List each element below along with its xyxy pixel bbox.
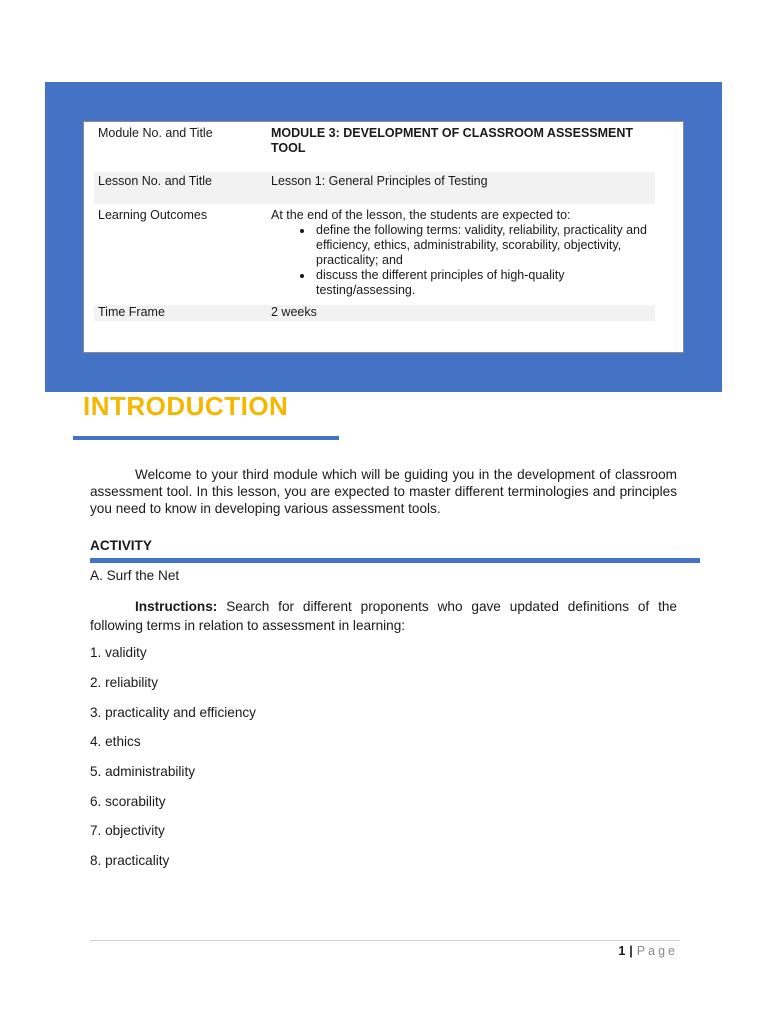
row-label: Learning Outcomes [98, 208, 208, 222]
list-item: • discuss the different principles of high-quality testing/assessing. [314, 268, 651, 298]
module-info-table [83, 121, 684, 353]
page-footer [618, 944, 678, 958]
activity-subheading: A. Surf the Net [90, 568, 180, 583]
list-item: 2. reliability [90, 675, 158, 690]
lesson-title: Lesson 1: General Principles of Testing [271, 174, 488, 188]
list-item: 7. objectivity [90, 823, 165, 838]
list-item: 5. administrability [90, 764, 196, 779]
instructions-label: Instructions: [135, 599, 218, 614]
introduction-heading: INTRODUCTION [83, 391, 289, 421]
module-title: MODULE 3: DEVELOPMENT OF CLASSROOM ASSESSMENT TOOL [271, 126, 634, 155]
learning-outcomes [271, 208, 651, 298]
row-label: Time Frame [98, 305, 165, 319]
footer-divider [90, 940, 680, 941]
heading-underline [73, 436, 339, 440]
row-label: Lesson No. and Title [98, 174, 212, 188]
activity-heading: ACTIVITY [90, 538, 152, 553]
table-row [94, 206, 655, 302]
row-label: Module No. and Title [98, 126, 213, 140]
list-item: 8. practicality [90, 853, 170, 868]
time-frame: 2 weeks [271, 305, 317, 319]
outcomes-list [271, 223, 651, 298]
page-word: Page [636, 944, 678, 958]
table-row [94, 172, 655, 204]
footer-separator: | [629, 944, 633, 958]
table-row [94, 124, 655, 164]
list-item: 6. scorability [90, 794, 166, 809]
list-item: 1. validity [90, 645, 147, 660]
list-item: 3. practicality and efficiency [90, 705, 256, 720]
list-item: 4. ethics [90, 734, 141, 749]
list-item: • define the following terms: validity, reliability, practicality and efficiency, ethics, administrability, scorability, objectivity, practicality; and [314, 223, 651, 268]
activity-divider [90, 558, 700, 563]
introduction-paragraph: Welcome to your third module which will be guiding you in the development of classroom assessment tool. In this lesson, you are expected to master different terminologies and principles you need to know in developing various assessment tools. [90, 467, 677, 516]
page-number: 1 [618, 944, 626, 958]
outcomes-intro: At the end of the lesson, the students are expected to: [271, 208, 571, 222]
table-row [94, 305, 655, 321]
instructions-text: Search for different proponents who gave updated definitions of the following terms in relation to assessment in learning: [90, 599, 677, 633]
instructions-paragraph [90, 597, 677, 635]
